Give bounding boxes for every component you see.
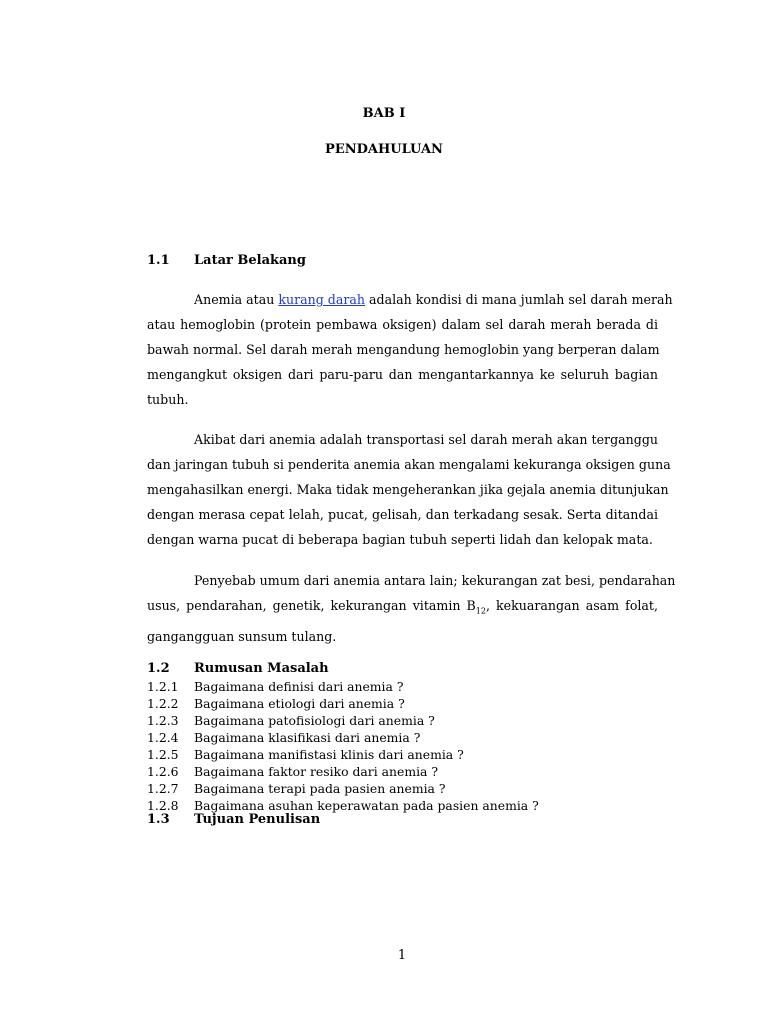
list-item [147,763,539,780]
list-item [147,729,539,746]
paragraph-line: bawah normal. Sel darah merah mengandung hemoglobin yang berperan dalam [147,342,660,357]
paragraph-line: Akibat dari anemia adalah transportasi sel darah merah akan terganggu [194,432,658,447]
paragraph-line: gangangguan sunsum tulang. [147,628,337,644]
paragraph-line: mengahasilkan energi. Maka tidak mengeherankan jika gejala anemia ditunjukan [147,482,669,497]
item-text: Bagaimana faktor resiko dari anemia ? [194,764,439,779]
item-text: Bagaimana terapi pada pasien anemia ? [194,781,446,796]
paragraph-line: atau hemoglobin (protein pembawa oksigen) dalam sel darah merah berada di [147,317,658,332]
section-title: Latar Belakang [194,253,306,268]
paragraph-line: dengan merasa cepat lelah, pucat, gelisah, dan terkadang sesak. Serta ditandai [147,507,658,522]
item-number: 1.2.1 [147,679,179,694]
paragraph-line [147,593,658,624]
paragraph-line: tubuh. [147,392,189,407]
section-title: Tujuan Penulisan [194,812,321,827]
item-text: Bagaimana asuhan keperawatan pada pasien anemia ? [194,798,539,813]
text-run: adalah kondisi di mana jumlah sel darah merah [365,292,673,307]
item-text: Bagaimana manifistasi klinis dari anemia ? [194,747,464,762]
item-number: 1.2.2 [147,696,179,711]
section-title: Rumusan Masalah [194,661,329,676]
item-number: 1.2.5 [147,747,179,762]
item-number: 1.2.3 [147,713,179,728]
paragraph-line: dengan warna pucat di beberapa bagian tubuh seperti lidah dan kelopak mata. [147,532,653,547]
item-text: Bagaimana definisi dari anemia ? [194,679,404,694]
subscript: 12 [475,606,486,616]
chapter-number: BAB I [362,106,406,121]
text-run: , kekuarangan asam folat, [485,598,658,613]
text-run: Anemia atau [194,292,279,307]
paragraph-line: dan jaringan tubuh si penderita anemia akan mengalami kekuranga oksigen guna [147,457,671,472]
item-number: 1.2.7 [147,781,179,796]
item-number: 1.2.4 [147,730,179,745]
section-heading-tujuan-penulisan [147,812,320,827]
paragraph-line: Penyebab umum dari anemia antara lain; kekurangan zat besi, pendarahan [194,573,676,588]
link-kurang-darah[interactable]: kurang darah [278,292,365,307]
section-number: 1.1 [147,253,170,268]
section-heading-latar-belakang [147,253,306,268]
list-item [147,678,539,695]
section-number: 1.2 [147,661,170,676]
chapter-title: PENDAHULUAN [325,142,443,157]
paragraph-anemia-effects [147,427,671,552]
problem-list [147,678,539,814]
section-number: 1.3 [147,812,170,827]
section-heading-rumusan-masalah [147,661,329,676]
paragraph-anemia-definition [147,287,673,412]
paragraph-line: mengangkut oksigen dari paru-paru dan mengantarkannya ke seluruh bagian [147,367,658,382]
list-item [147,746,539,763]
list-item [147,712,539,729]
item-text: Bagaimana etiologi dari anemia ? [194,696,405,711]
item-number: 1.2.8 [147,798,179,813]
list-item [147,695,539,712]
item-text: Bagaimana patofisiologi dari anemia ? [194,713,435,728]
page-number: 1 [397,948,407,963]
item-text: Bagaimana klasifikasi dari anemia ? [194,730,421,745]
list-item [147,780,539,797]
paragraph-line [147,287,673,312]
item-number: 1.2.6 [147,764,179,779]
text-run: usus, pendarahan, genetik, kekurangan vitamin B [147,598,476,613]
paragraph-anemia-causes [147,568,676,649]
